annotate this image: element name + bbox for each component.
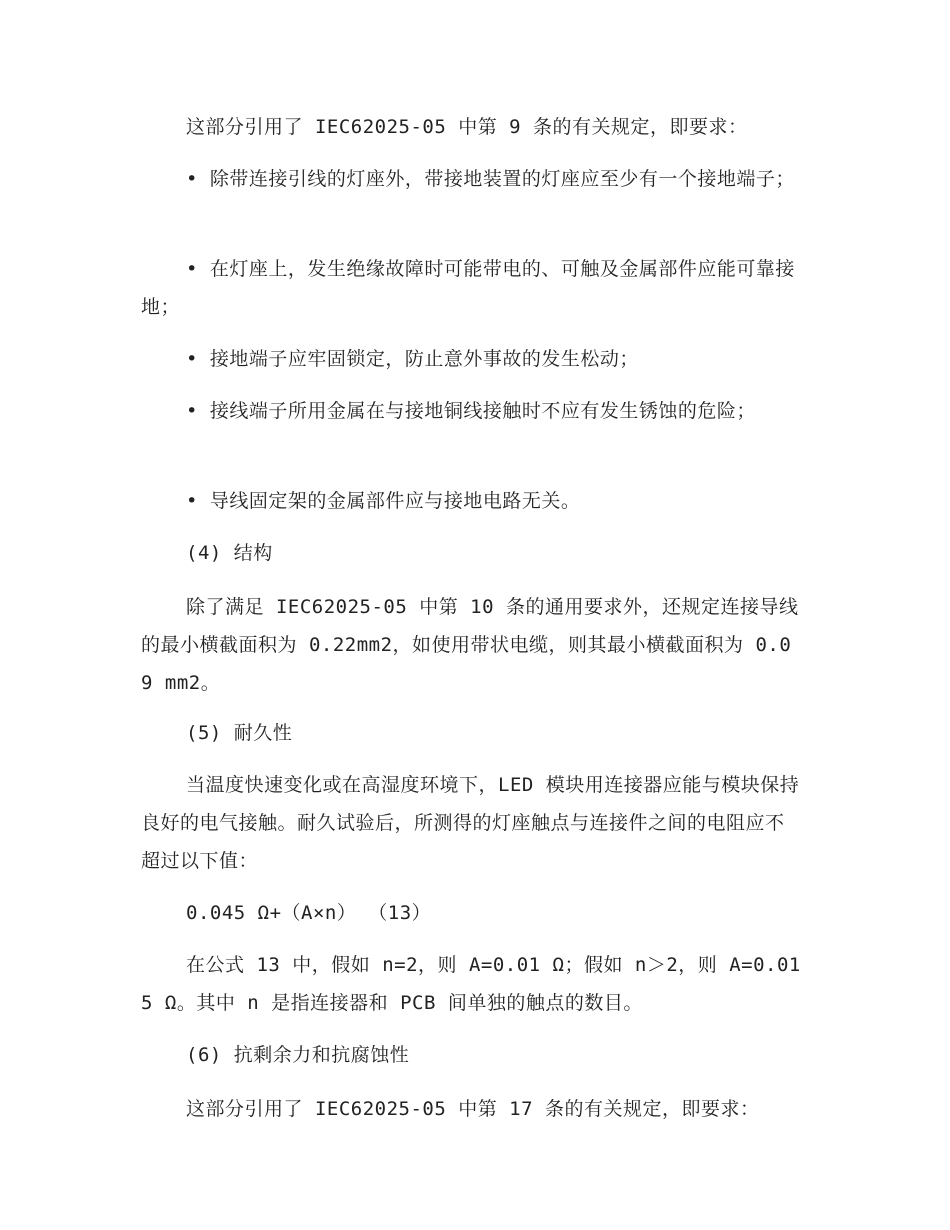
body-paragraph: 在公式 13 中，假如 n=2，则 A=0.01 Ω；假如 n＞2，则 A=0.015 Ω。其中 n 是指连接器和 PCB 间单独的触点的数目。 bbox=[141, 954, 801, 1014]
body-paragraph: 这部分引用了 IEC62025-05 中第 17 条的有关规定，即要求： bbox=[186, 1098, 760, 1120]
bullet-item: • 在灯座上，发生绝缘故障时可能带电的、可触及金属部件应能可靠接地； bbox=[141, 258, 795, 318]
body-paragraph: 除了满足 IEC62025-05 中第 10 条的通用要求外，还规定连接导线的最小横截面积为 0.22mm2，如使用带状电缆，则其最小横截面积为 0.09 mm2。 bbox=[141, 596, 799, 694]
bullet-item: • 接线端子所用金属在与接地铜线接触时不应有发生锈蚀的危险； bbox=[186, 400, 756, 422]
body-paragraph: 当温度快速变化或在高湿度环境下，LED 模块用连接器应能与模块保持良好的电气接触。耐久试验后，所测得的灯座触点与连接件之间的电阻应不超过以下值： bbox=[141, 774, 800, 872]
section-heading: (5) 耐久性 bbox=[186, 722, 293, 744]
intro-paragraph: 这部分引用了 IEC62025-05 中第 9 条的有关规定，即要求： bbox=[186, 116, 748, 138]
section-heading: (4) 结构 bbox=[186, 542, 273, 564]
bullet-item: • 接地端子应牢固锁定，防止意外事故的发生松动； bbox=[186, 348, 639, 370]
bullet-item: • 除带连接引线的灯座外，带接地装置的灯座应至少有一个接地端子； bbox=[186, 168, 795, 190]
formula-line: 0.045 Ω+（A×n） （13） bbox=[186, 902, 432, 924]
bullet-item: • 导线固定架的金属部件应与接地电路无关。 bbox=[186, 490, 581, 512]
section-heading: (6) 抗剩余力和抗腐蚀性 bbox=[186, 1044, 410, 1066]
